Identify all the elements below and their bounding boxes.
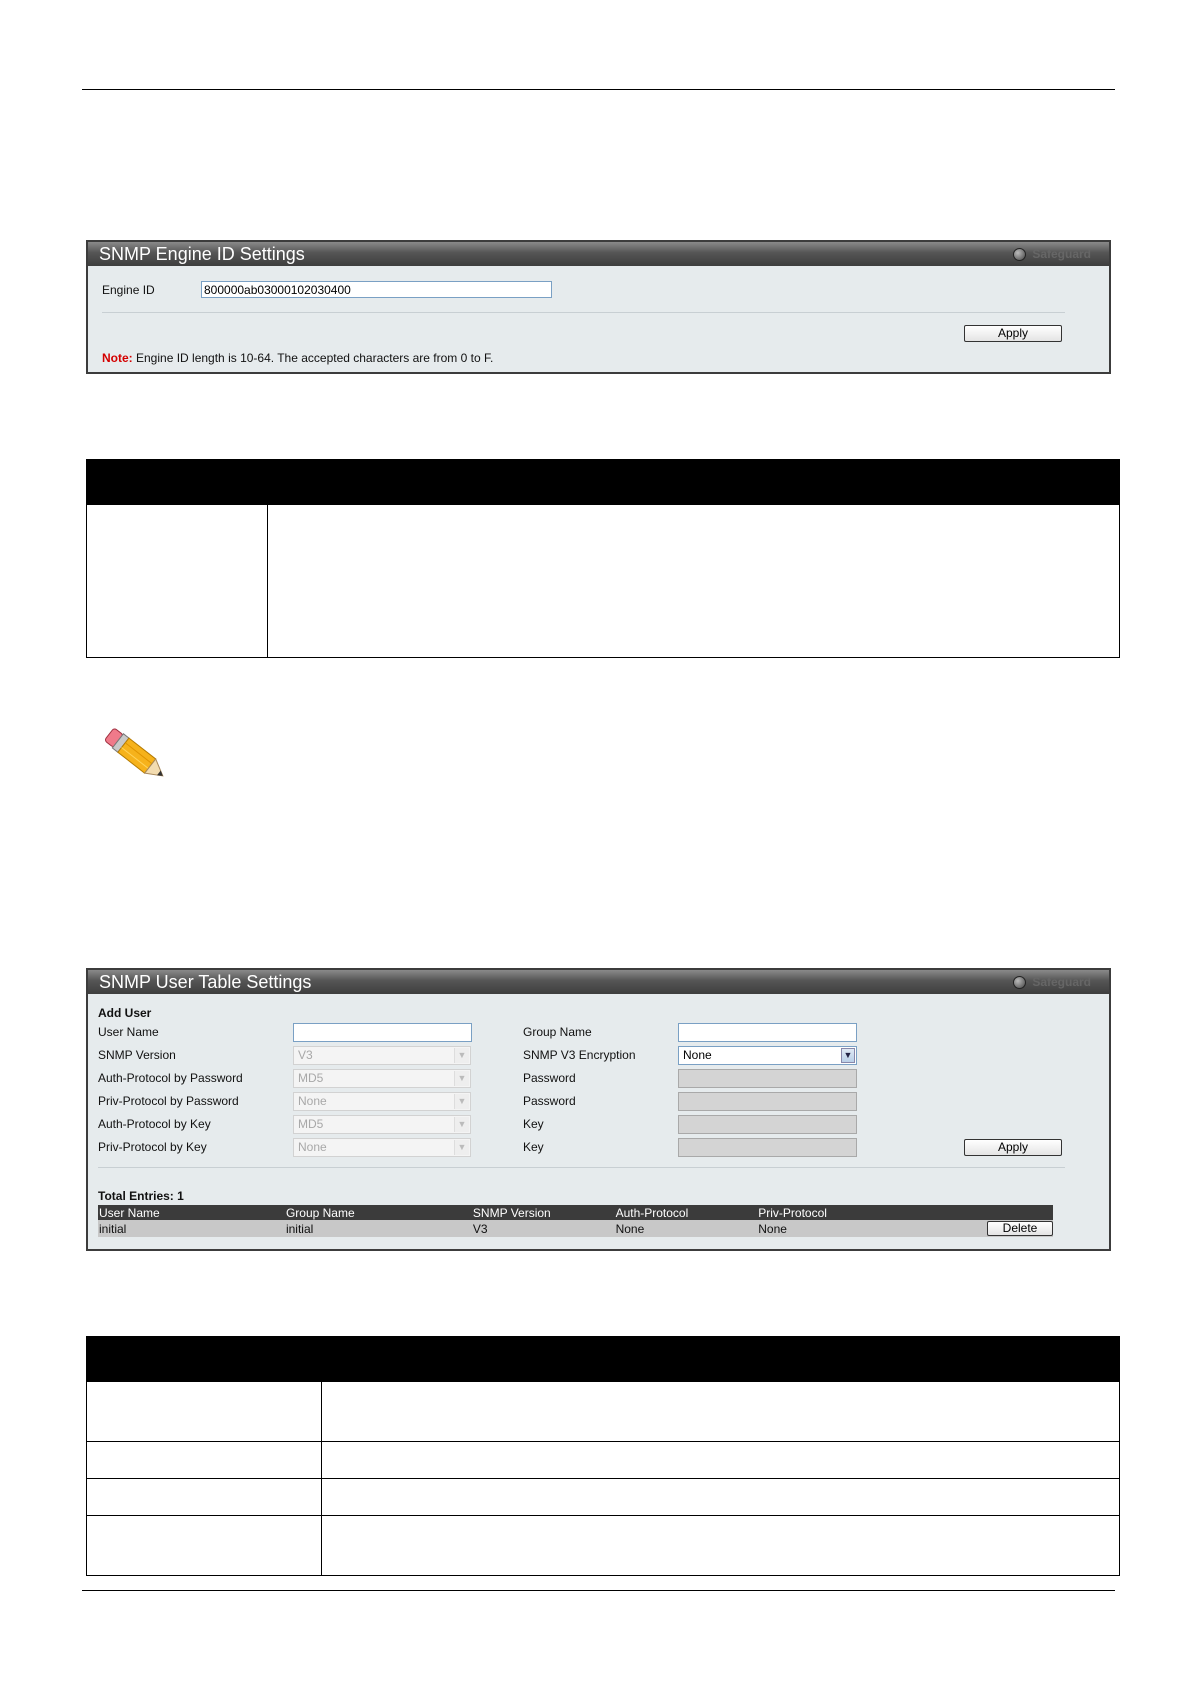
description-header-cell [268, 460, 1120, 505]
engine-panel-separator [102, 312, 1065, 313]
parameter-cell [87, 505, 268, 658]
engine-id-note [102, 351, 493, 365]
user-table-panel [86, 968, 1111, 1251]
auth-protocol-by-key-select[interactable] [293, 1115, 471, 1134]
description-header-cell [322, 1337, 1120, 1382]
user-panel-title-bar [88, 970, 1109, 994]
password-label: Password [523, 1071, 576, 1085]
description-cell [268, 505, 1120, 658]
snmp-version-select[interactable] [293, 1046, 471, 1065]
row-group-name: initial [285, 1220, 472, 1237]
parameter-cell [87, 1516, 322, 1576]
select-arrow-icon: ▼ [454, 1117, 469, 1132]
table-row [87, 1516, 1120, 1576]
snmp-version-value: V3 [298, 1048, 313, 1062]
delete-user-button[interactable]: Delete [987, 1221, 1053, 1236]
engine-id-label: Engine ID [102, 283, 155, 297]
group-name-header: Group Name [285, 1205, 472, 1220]
table-header-row [87, 1337, 1120, 1382]
key-label: Key [523, 1140, 544, 1154]
page-top-rule [82, 89, 1115, 90]
auth-protocol-by-password-label: Auth-Protocol by Password [98, 1071, 243, 1085]
row-priv-protocol: None [757, 1220, 900, 1237]
description-cell [322, 1442, 1120, 1479]
group-name-input[interactable] [678, 1023, 857, 1042]
select-arrow-icon: ▼ [454, 1071, 469, 1086]
engine-parameter-table [86, 459, 1120, 658]
add-user-heading: Add User [98, 1006, 152, 1020]
row-auth-protocol: None [615, 1220, 758, 1237]
safeguard-indicator [1013, 242, 1091, 266]
description-cell [322, 1479, 1120, 1516]
parameter-header-cell [87, 460, 268, 505]
priv-protocol-by-password-select[interactable] [293, 1092, 471, 1111]
select-arrow-icon: ▼ [454, 1140, 469, 1155]
priv-protocol-by-key-value: None [298, 1140, 327, 1154]
key-input[interactable] [678, 1138, 857, 1157]
snmp-v3-encryption-select[interactable] [678, 1046, 857, 1065]
engine-apply-button[interactable]: Apply [964, 325, 1062, 342]
note-prefix: Note: [102, 351, 133, 365]
auth-protocol-by-password-select[interactable] [293, 1069, 471, 1088]
description-cell [322, 1516, 1120, 1576]
engine-panel-title-bar [88, 242, 1109, 266]
safeguard-indicator [1013, 970, 1091, 994]
safeguard-label: Safeguard [1032, 247, 1091, 261]
table-header-row [87, 460, 1120, 505]
page-bottom-rule [82, 1590, 1115, 1591]
snmp-v3-encryption-label: SNMP V3 Encryption [523, 1048, 636, 1062]
key-label: Key [523, 1117, 544, 1131]
table-row [87, 1479, 1120, 1516]
user-panel-separator [98, 1167, 1065, 1168]
row-user-name: initial [98, 1220, 285, 1237]
user-name-header: User Name [98, 1205, 285, 1220]
auth-protocol-by-key-value: MD5 [298, 1117, 324, 1131]
auth-protocol-by-key-label: Auth-Protocol by Key [98, 1117, 211, 1131]
key-input[interactable] [678, 1115, 857, 1134]
pencil-note-icon [96, 722, 176, 788]
table-row [87, 1382, 1120, 1442]
priv-protocol-header: Priv-Protocol [757, 1205, 900, 1220]
password-label: Password [523, 1094, 576, 1108]
select-arrow-icon: ▼ [454, 1094, 469, 1109]
table-row [87, 1442, 1120, 1479]
user-table-header-row [98, 1205, 1053, 1220]
user-table [98, 1205, 1053, 1237]
snmp-version-header: SNMP Version [472, 1205, 615, 1220]
safeguard-indicator-icon [1013, 976, 1026, 989]
user-panel-title: SNMP User Table Settings [99, 972, 312, 992]
parameter-cell [87, 1442, 322, 1479]
engine-id-panel [86, 240, 1111, 374]
safeguard-indicator-icon [1013, 248, 1026, 261]
user-parameter-table [86, 1336, 1120, 1576]
snmp-version-label: SNMP Version [98, 1048, 176, 1062]
row-action-cell [900, 1220, 1053, 1237]
group-name-label: Group Name [523, 1025, 592, 1039]
table-row [98, 1220, 1053, 1237]
priv-protocol-by-key-label: Priv-Protocol by Key [98, 1140, 207, 1154]
password-input[interactable] [678, 1069, 857, 1088]
snmp-v3-encryption-value: None [683, 1048, 712, 1062]
user-name-input[interactable] [293, 1023, 472, 1042]
table-row [87, 505, 1120, 658]
action-header [900, 1205, 1053, 1220]
safeguard-label: Safeguard [1032, 975, 1091, 989]
priv-protocol-by-key-select[interactable] [293, 1138, 471, 1157]
user-apply-button[interactable]: Apply [964, 1139, 1062, 1156]
auth-protocol-header: Auth-Protocol [615, 1205, 758, 1220]
parameter-cell [87, 1382, 322, 1442]
priv-protocol-by-password-label: Priv-Protocol by Password [98, 1094, 239, 1108]
total-entries: Total Entries: 1 [98, 1189, 184, 1203]
select-arrow-icon: ▼ [841, 1048, 855, 1063]
user-name-label: User Name [98, 1025, 159, 1039]
select-arrow-icon: ▼ [454, 1048, 469, 1063]
description-cell [322, 1382, 1120, 1442]
row-snmp-version: V3 [472, 1220, 615, 1237]
password-input[interactable] [678, 1092, 857, 1111]
note-text: Engine ID length is 10-64. The accepted characters are from 0 to F. [132, 351, 494, 365]
auth-protocol-by-password-value: MD5 [298, 1071, 324, 1085]
parameter-header-cell [87, 1337, 322, 1382]
priv-protocol-by-password-value: None [298, 1094, 327, 1108]
engine-id-input[interactable] [201, 281, 552, 298]
parameter-cell [87, 1479, 322, 1516]
engine-panel-title: SNMP Engine ID Settings [99, 244, 305, 264]
